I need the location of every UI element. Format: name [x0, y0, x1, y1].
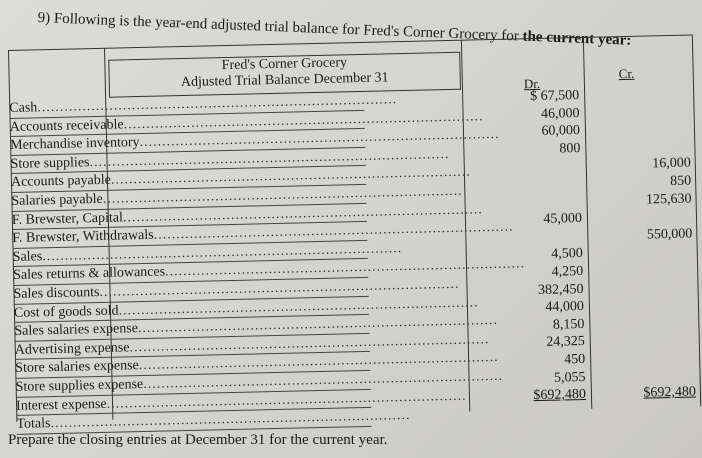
- leader-dots: ................................................................................: [106, 388, 467, 412]
- statement-title: Adjusted Trial Balance December 31: [180, 70, 389, 91]
- debit-amount: 800: [559, 140, 581, 157]
- account-name: Store salaries expense: [15, 358, 139, 377]
- leader-dots: ................................................................................: [99, 276, 460, 300]
- question-number: 9): [37, 10, 51, 27]
- debit-amount: 5,055: [553, 369, 586, 386]
- debit-amount: $ 67,500: [530, 88, 580, 105]
- debit-amount: [520, 228, 582, 247]
- account-name: Sales discounts: [13, 284, 100, 302]
- credit-amount: [621, 278, 693, 297]
- credit-amount: [618, 120, 690, 139]
- credit-amount: [621, 260, 693, 279]
- debit-amount: [519, 157, 581, 176]
- account-name: Store supplies: [10, 154, 90, 172]
- debit-amount: 4,250: [551, 263, 584, 280]
- credit-column-header: Cr.: [618, 65, 635, 82]
- credit-amount: [622, 296, 694, 315]
- account-name: Accounts receivable: [9, 116, 124, 135]
- debit-amount: 24,325: [546, 334, 585, 351]
- leader-dots: ................................................................................: [37, 92, 398, 116]
- leader-dots: ................................................................................: [153, 219, 514, 243]
- account-name: F. Brewster, Withdrawals: [12, 227, 154, 247]
- account-name: Cost of goods sold: [13, 303, 119, 321]
- leader-dots: ................................................................................: [89, 146, 450, 170]
- debit-amount: 450: [564, 351, 586, 368]
- credit-amount: $692,480: [643, 384, 697, 401]
- leader-dots: ................................................................................: [138, 350, 499, 374]
- company-name: Fred's Corner Grocery: [221, 55, 348, 74]
- credit-amount: [621, 243, 693, 262]
- table-header: [108, 52, 461, 98]
- account-name: Salaries payable: [11, 191, 103, 209]
- credit-amount: 850: [669, 173, 692, 189]
- leader-dots: ................................................................................: [164, 256, 526, 280]
- credit-amount: [617, 102, 689, 121]
- leader-dots: ................................................................................: [139, 127, 500, 151]
- debit-column-header: Dr.: [523, 75, 541, 92]
- account-name: Sales: [12, 249, 43, 265]
- debit-amount: 4,500: [551, 246, 583, 263]
- credit-amount: 550,000: [646, 226, 693, 243]
- account-names-column: [9, 92, 526, 435]
- account-name: Advertising expense: [14, 340, 130, 358]
- account-name: Sales returns & allowances: [12, 264, 166, 284]
- account-name: Store supplies expense: [15, 376, 144, 395]
- credit-amount: 125,630: [645, 191, 692, 208]
- account-name: Interest expense: [15, 396, 107, 414]
- debit-amount: [519, 175, 581, 194]
- leader-dots: ................................................................................: [118, 294, 479, 319]
- instruction-text: Prepare the closing entries at December 31 for the current year.: [8, 432, 388, 448]
- leader-dots: ................................................................................: [102, 183, 463, 207]
- account-name: Accounts payable: [10, 173, 112, 191]
- debit-amount: 45,000: [543, 211, 583, 228]
- account-name: Merchandise inventory: [10, 135, 140, 154]
- credit-amount: [620, 208, 692, 227]
- debit-amount: $692,480: [533, 387, 587, 404]
- leader-dots: ................................................................................: [110, 164, 471, 189]
- leader-dots: ................................................................................: [142, 368, 504, 392]
- account-name: Cash: [9, 100, 38, 116]
- credit-amount: [618, 137, 690, 156]
- debit-column: [517, 87, 586, 405]
- trial-balance-table: [8, 34, 700, 432]
- debit-amount: 8,150: [552, 316, 585, 333]
- credit-amount: [622, 313, 694, 332]
- credit-amount: [623, 331, 695, 350]
- debit-amount: 44,000: [545, 299, 585, 315]
- leader-dots: ................................................................................: [122, 201, 483, 225]
- leader-dots: ................................................................................: [50, 408, 411, 432]
- question-text: Following is the year-end adjusted trial balance for Fred's Corner Grocery for: [53, 10, 520, 45]
- credit-column: [617, 85, 696, 403]
- credit-amount: 16,000: [652, 155, 691, 172]
- account-name: Sales salaries expense: [14, 321, 139, 340]
- debit-amount: [519, 193, 581, 212]
- leader-dots: ................................................................................: [42, 240, 403, 265]
- account-name: Totals: [16, 416, 51, 432]
- account-name: F. Brewster, Capital: [11, 210, 124, 228]
- debit-amount: 60,000: [541, 123, 581, 140]
- leader-dots: ................................................................................: [137, 313, 499, 337]
- question-bold-tail: the current year:: [522, 28, 632, 49]
- credit-amount: [617, 85, 689, 104]
- debit-amount: 382,450: [537, 281, 584, 298]
- leader-dots: ................................................................................: [123, 108, 484, 132]
- credit-amount: [623, 348, 695, 367]
- debit-amount: 46,000: [540, 105, 580, 122]
- credit-amount: [623, 366, 695, 385]
- leader-dots: ................................................................................: [129, 331, 490, 356]
